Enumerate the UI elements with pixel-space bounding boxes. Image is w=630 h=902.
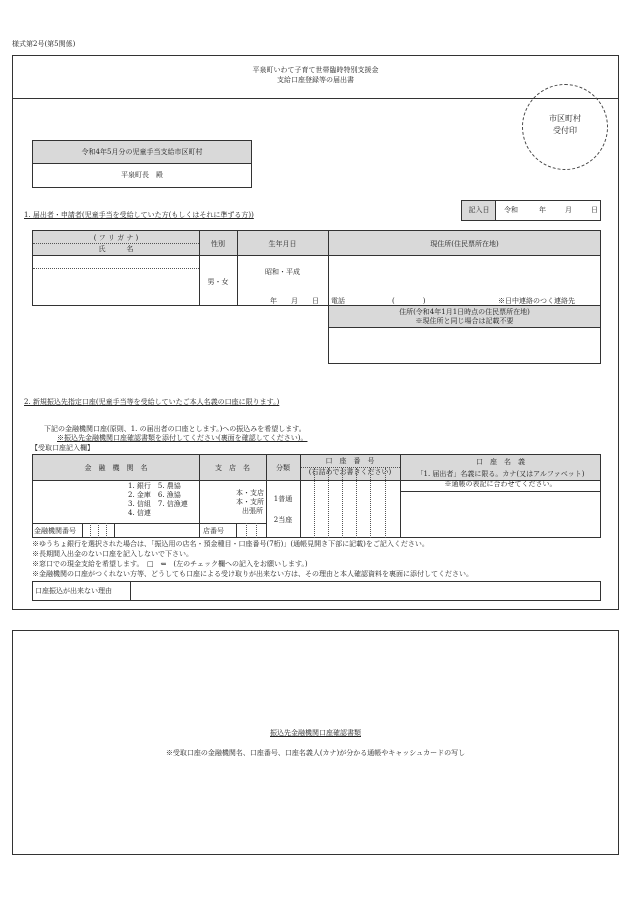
account-type-2[interactable]: 2当座 (273, 516, 293, 524)
birth-label: 生年月日 (268, 240, 297, 248)
entry-date-label: 記入日 (468, 206, 490, 214)
entry-date-year: 年 (539, 206, 546, 214)
section2-intro-note: ※振込先金融機関口座確認書類を添付してください(裏面を確認してください)。 (57, 434, 308, 442)
name-input[interactable] (33, 256, 199, 306)
note-4: ※金融機関の口座がつくれない方等、どうしても口座による受け取りが出来ない方は、その理由と本人確認資料を裏面に添付してください。 (32, 570, 473, 578)
account-holder-input[interactable] (401, 492, 600, 538)
holder-note: 「1. 届出者」名義に限る。カナ(又はアルファベット) (416, 470, 585, 478)
account-table-title: 【受取口座記入欄】 (31, 444, 94, 452)
note-2: ※長期間入出金のない口座を記入しないで下さい。 (32, 550, 193, 558)
section1-heading: 1. 届出者・申請者(児童手当を受給していた方(もしくはそれに準ずる方)) (24, 211, 254, 219)
sex-label: 性別 (211, 240, 225, 248)
reason-input[interactable] (131, 582, 600, 600)
branch-type-3[interactable]: 出張所 (242, 507, 263, 515)
bank-code-label: 金融機関番号 (34, 527, 76, 535)
branch-type-2[interactable]: 本・支所 (236, 498, 264, 506)
kana-label: ( フ リ ガ ナ ) (93, 234, 139, 242)
cash-payment-checkbox[interactable] (134, 561, 141, 568)
branch-code-label: 店番号 (203, 527, 224, 535)
bank-name-input[interactable] (33, 481, 128, 523)
phone-label: 電話 (331, 297, 345, 305)
form-id: 様式第2号(第5関係) (12, 40, 76, 48)
bank-type-3[interactable]: 3. 信組 7. 信漁連 (128, 500, 188, 508)
birth-era[interactable]: 昭和・平成 (265, 268, 300, 276)
col-type: 分類 (276, 464, 290, 472)
title-line-1: 平泉町いわて子育て世帯臨時特別支援金 (252, 66, 379, 74)
prev-address-label: 住所(令和4年1月1日時点の住民票所在地) (399, 308, 530, 316)
entry-date-era: 令和 (504, 206, 518, 214)
back-page-frame (12, 630, 619, 855)
note-3: ※窓口での現金支給を希望します。 □ ⇐ (左のチェック欄への記入をお願いします。) (32, 560, 308, 568)
col-account-note: (右詰めでお書きください) (308, 468, 392, 476)
birth-ymd[interactable]: 年 月 日 (270, 297, 319, 305)
col-account: 口 座 番 号 (325, 457, 375, 465)
account-number-input[interactable] (301, 481, 400, 538)
back-title: 振込先金融機関口座確認書類 (270, 729, 361, 737)
account-type-1[interactable]: 1普通 (273, 495, 293, 503)
entry-date-day: 日 (591, 206, 598, 214)
prev-address-input[interactable] (329, 329, 600, 363)
phone-input[interactable]: ( ) (392, 297, 426, 305)
name-label: 氏 名 (98, 245, 134, 253)
stamp-label-1: 市区町村 (549, 114, 581, 123)
note-1: ※ゆうちょ銀行を選択された場合は、「振込用の店名・預金種目・口座番号(7桁)」(通帳見開き下部に記載)をご記入ください。 (32, 540, 429, 548)
entry-date-month: 月 (565, 206, 572, 214)
bank-type-4[interactable]: 4. 信連 (128, 509, 151, 517)
prev-address-note: ※現住所と同じ場合は記載不要 (415, 317, 514, 325)
holder-note-2: ※通帳の表記に合わせてください。 (444, 480, 557, 488)
col-branch: 支 店 名 (215, 464, 250, 472)
phone-note: ※日中連絡のつく連絡先 (498, 297, 575, 305)
section2-heading: 2. 新規振込先指定口座(児童手当等を受給していたご本人名義の口座に限ります。) (24, 398, 280, 406)
stamp-label-2: 受付印 (553, 126, 577, 135)
title-line-2: 支給口座登録等の届出書 (277, 76, 354, 84)
bank-type-1[interactable]: 1. 銀行 5. 農協 (128, 482, 181, 490)
bank-type-2[interactable]: 2. 金庫 6. 漁協 (128, 491, 181, 499)
section2-intro: 下記の金融機関口座(原則、1. の届出者の口座とします。)への振込みを希望します。 (44, 425, 306, 433)
back-note: ※受取口座の金融機関名、口座番号、口座名義人(カナ)が分かる通帳やキャッシュカードの写し (165, 749, 466, 757)
municipality-header: 令和4年5月分の児童手当支給市区町村 (81, 148, 203, 156)
col-holder: 口 座 名 義 (476, 458, 525, 466)
reason-label: 口座振込が出来ない理由 (35, 587, 112, 595)
current-address-input[interactable] (329, 256, 600, 294)
municipality-addressee: 平泉町長 殿 (121, 171, 163, 179)
sex-value[interactable]: 男・女 (207, 278, 229, 286)
branch-type-1[interactable]: 本・支店 (236, 489, 264, 497)
col-bank: 金 融 機 関 名 (84, 464, 148, 472)
address-label: 現住所(住民票所在地) (430, 240, 499, 248)
